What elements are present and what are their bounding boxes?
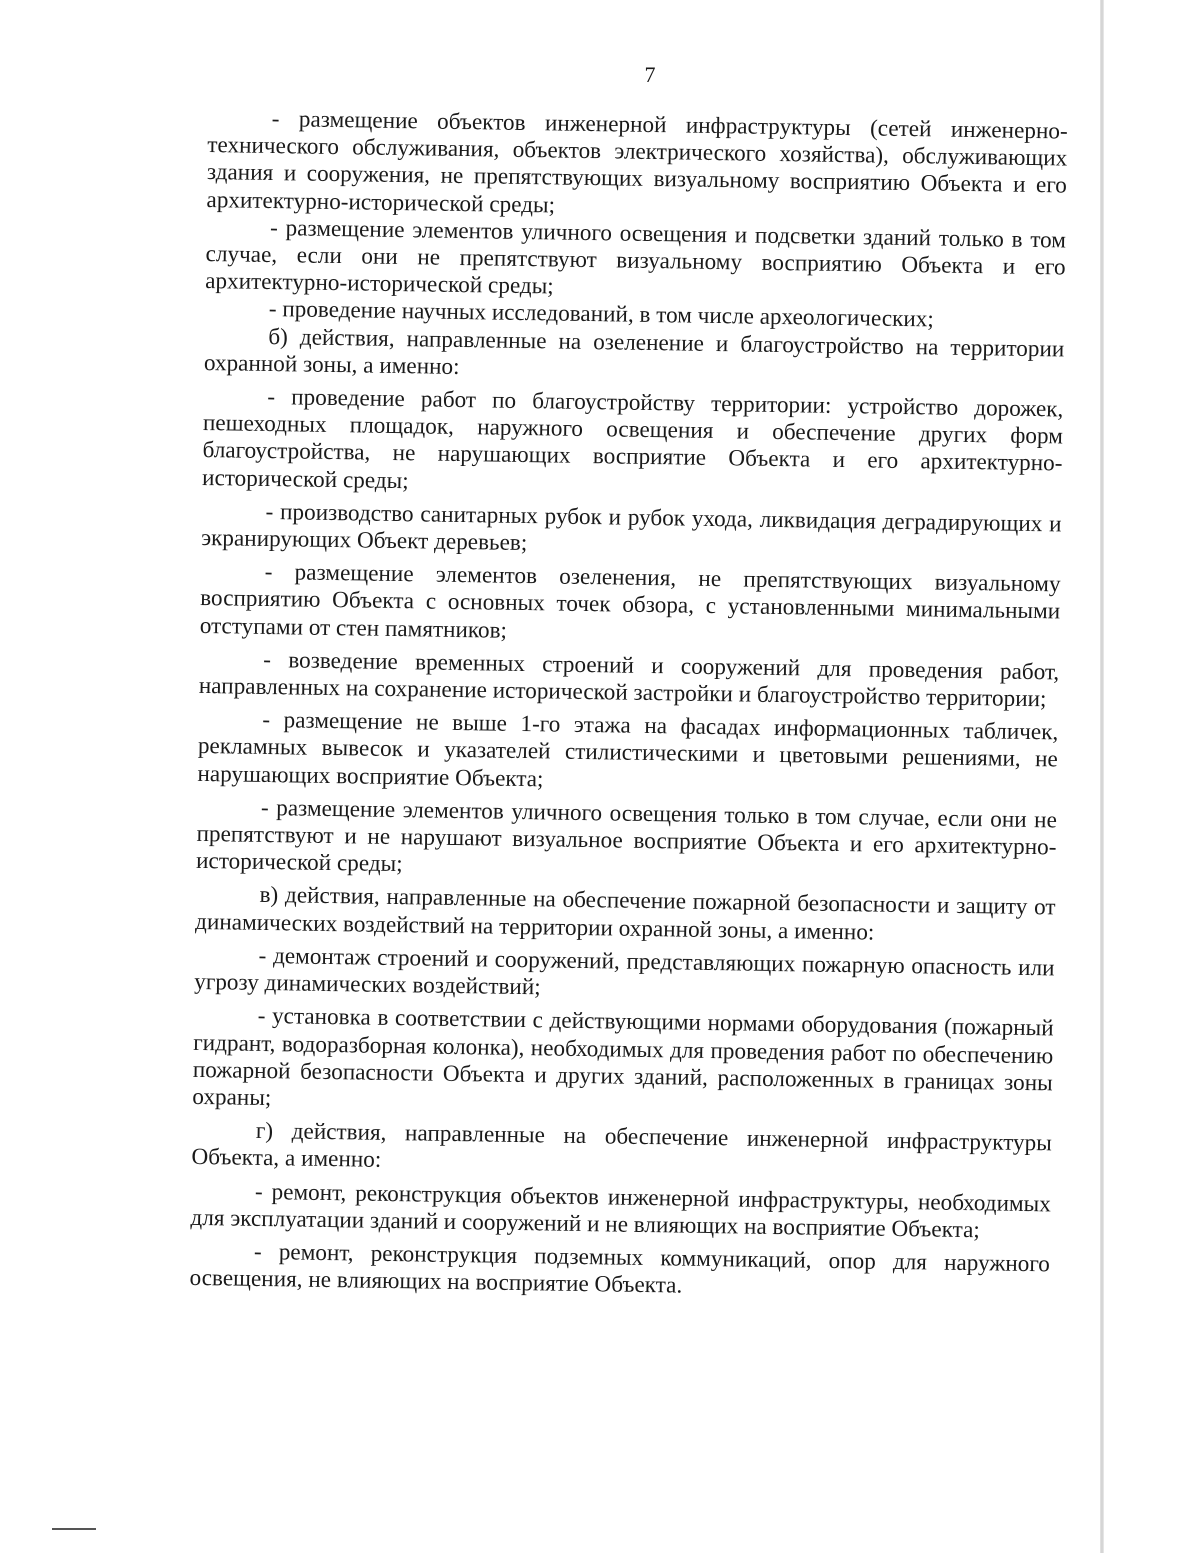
paragraph: г) действия, направленные на обеспечение инженерной инфраструктуры Объекта, а именно: — [191, 1117, 1052, 1174]
paragraph: - проведение научных исследований, в том числе археологических; — [268, 296, 934, 333]
scan-corner-mark — [52, 1528, 96, 1530]
document-body — [189, 105, 1068, 1306]
paragraph: - размещение элементов озеленения, не препятствующих визуальному восприятию Объекта с основных точек обзора, с установленными минимальными отступами от стен памятников; — [199, 559, 1061, 644]
paragraph: - ремонт, реконструкция подземных коммуникаций, опор для наружного освещения, не влияющих на восприятие Объекта. — [189, 1238, 1051, 1299]
paragraph: - демонтаж строений и сооружений, представляющих пожарную опасность или угрозу динамических воздействий; — [194, 942, 1055, 1001]
scan-page-edge — [1100, 0, 1104, 1553]
paragraph: - размещение элементов уличного освещения и подсветки зданий только в том случае, если они не препятствуют визуальному восприятию Объекта и его архитектурно-исторической среды; — [205, 214, 1067, 300]
paragraph: - ремонт, реконструкция объектов инженерной инфраструктуры, необходимых для эксплуатации зданий и сооружений и не влияющих на восприятие Объекта; — [190, 1178, 1052, 1243]
paragraph: - размещение объектов инженерной инфраструктуры (сетей инженерно-технического обслуживания, объектов электрического хозяйства), обслуживающих здания и сооружения, не препятствующих визуальному восприятию Объекта и его архитектурно-исторической среды; — [206, 106, 1068, 219]
paragraph: б) действия, направленные на озеленение и благоустройство на территории охранной зоны, а именно: — [203, 323, 1065, 380]
paragraph: - размещение не выше 1-го этажа на фасадах информационных табличек, рекламных вывесок и указателей стилистическими и цветовыми решениями, не нарушающих восприятие Объекта; — [197, 707, 1059, 793]
paragraph: - возведение временных строений и сооружений для проведения работ, направленных на сохранение исторической застройки и благоустройство территории; — [198, 646, 1060, 713]
page-number: 7 — [644, 62, 656, 87]
paragraph: - размещение элементов уличного освещения только в том случае, если они не препятствуют и не нарушают визуальное восприятие Объекта и его архитектурно-исторической среды; — [195, 794, 1058, 878]
paragraph: - проведение работ по благоустройству территории: устройство дорожек, пешеходных площадок, наружного освещения и обеспечение других форм благоустройства, не нарушающих восприятие Объекта и его архитектурно-исторической среды; — [201, 384, 1064, 494]
paragraph: - производство санитарных рубок и рубок ухода, ликвидация деградирующих и экранирующих Объект деревьев; — [200, 498, 1062, 557]
paragraph: - установка в соответствии с действующими нормами оборудования (пожарный гидрант, водоразборная колонка), необходимых для проведения работ по обеспечению пожарной безопасности Объекта и других зданий, расположенных в границах зоны охраны; — [192, 1003, 1054, 1112]
paragraph: в) действия, направленные на обеспечение пожарной безопасности и защиту от динамических воздействий на территории охранной зоны, а именно: — [194, 882, 1056, 946]
